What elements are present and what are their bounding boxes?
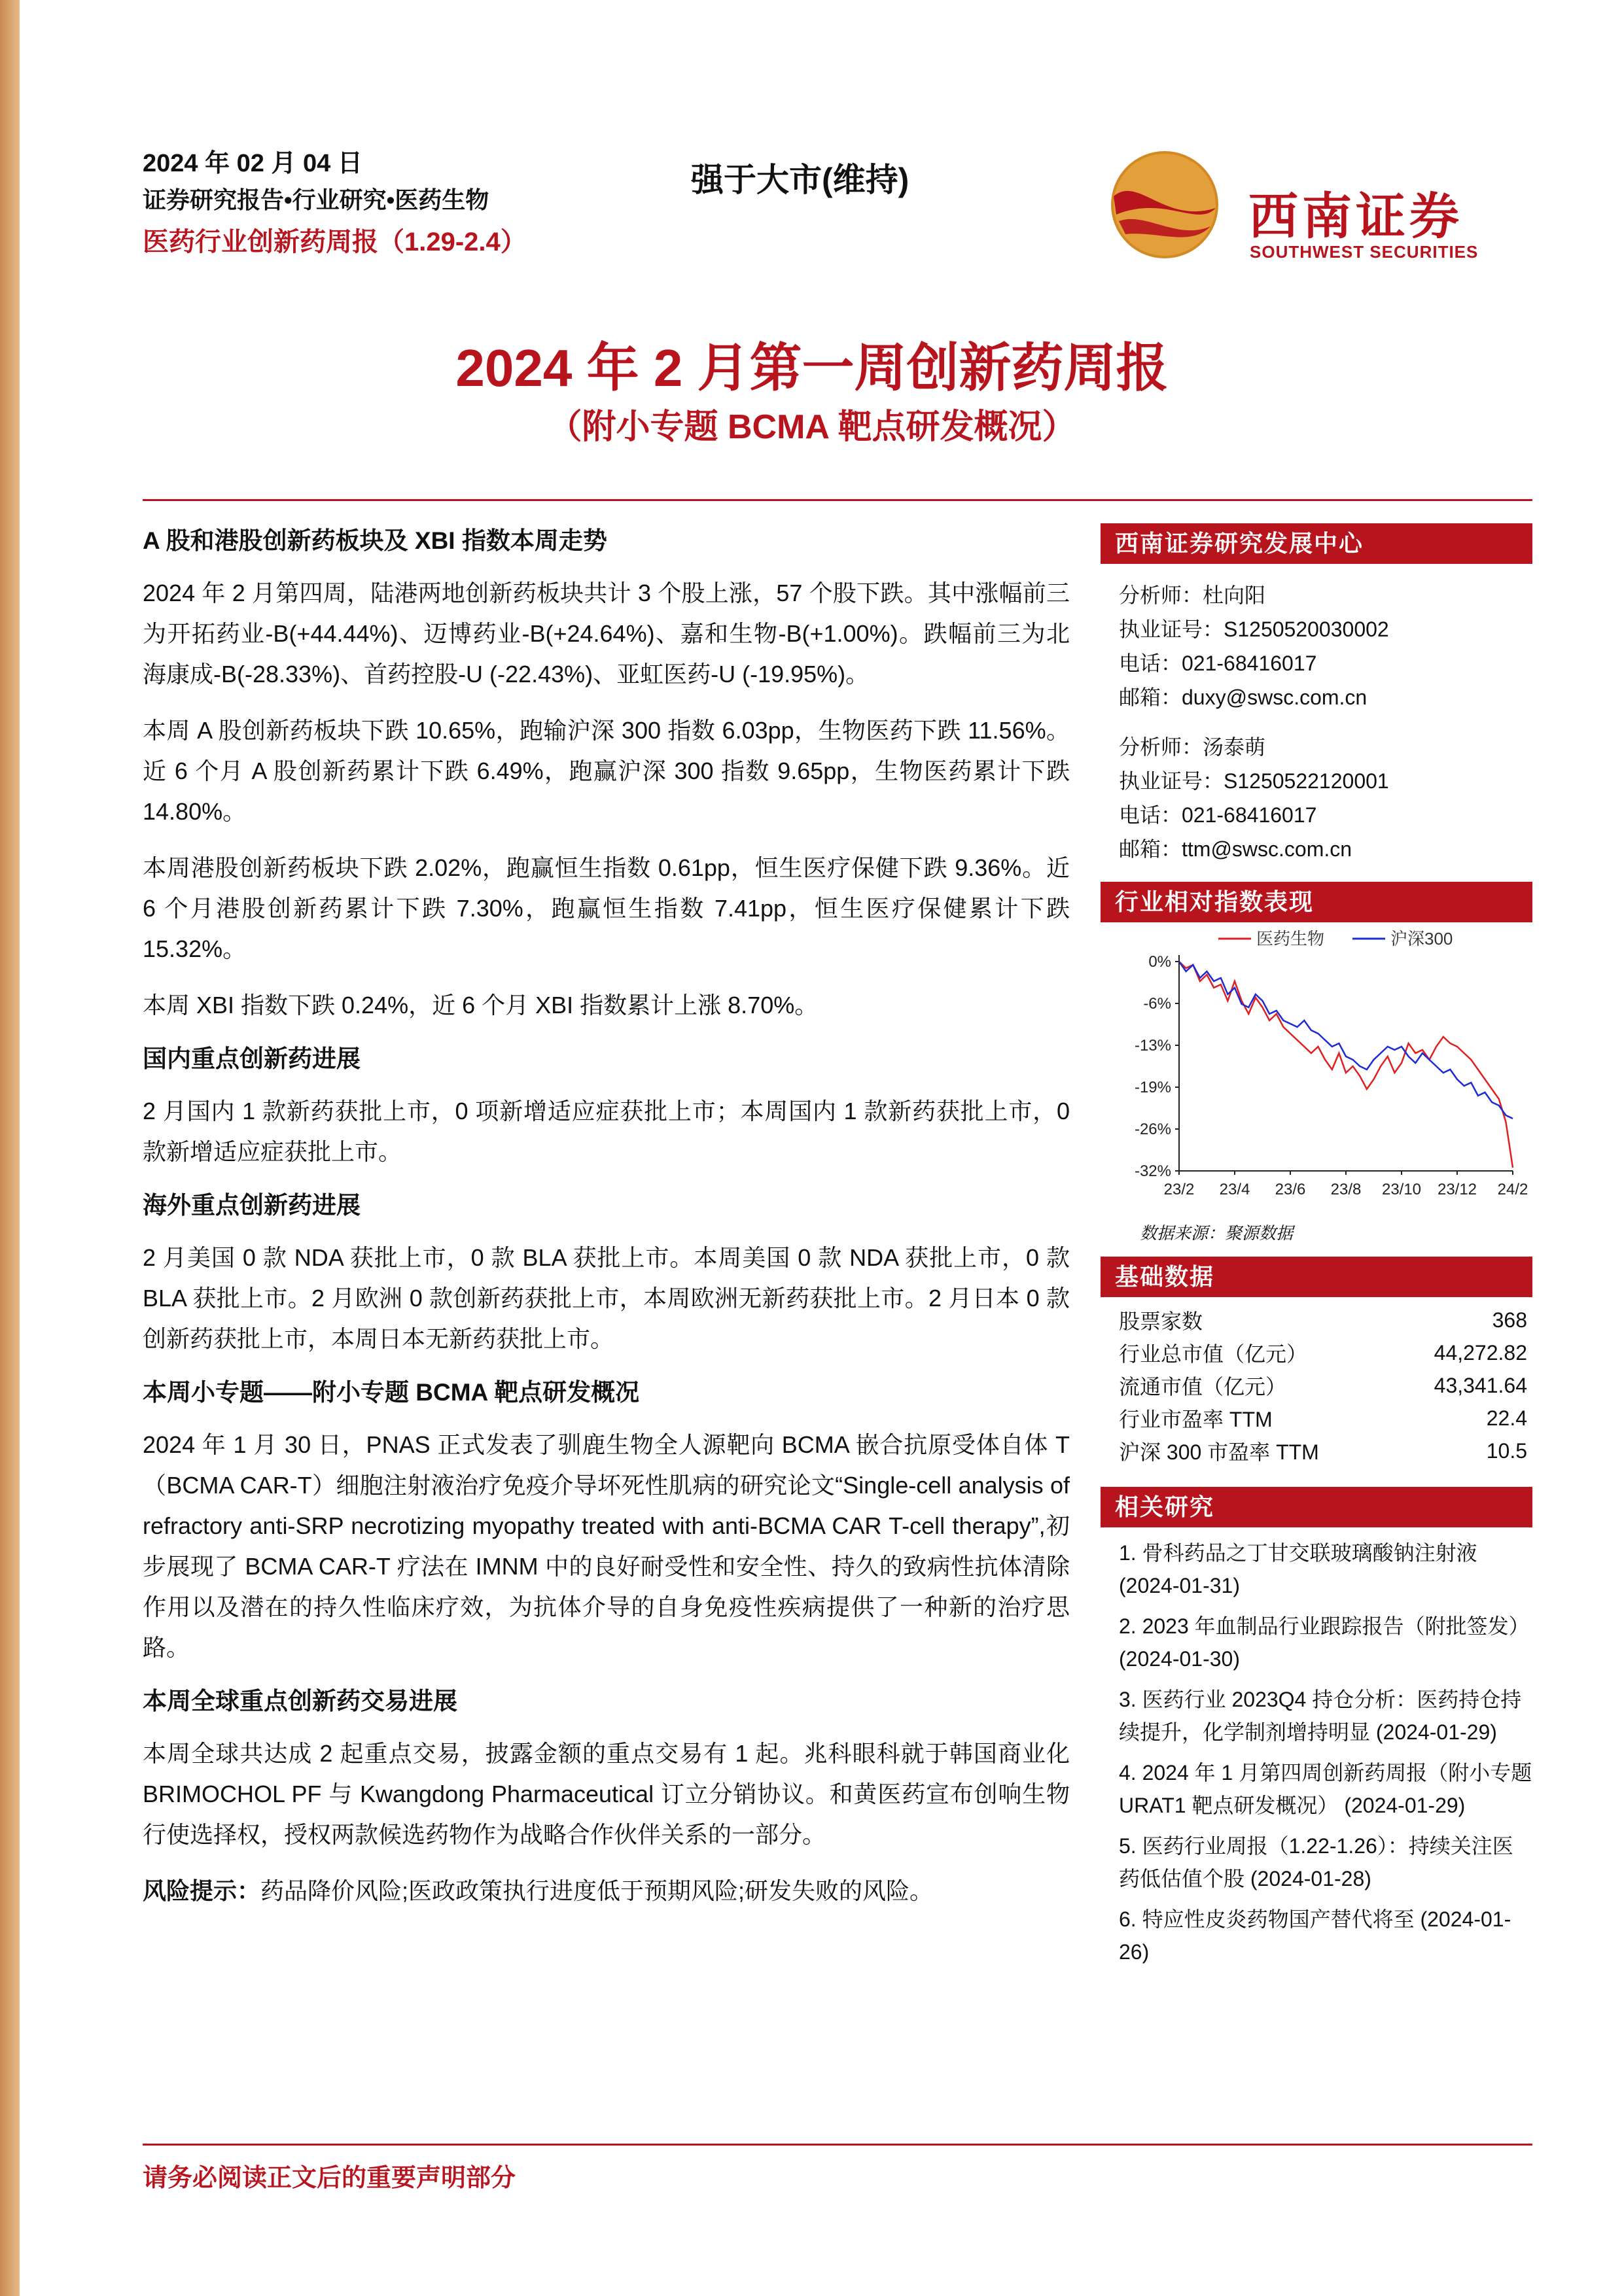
basic-data-table [1101, 1304, 1532, 1467]
logo-text-en: SOUTHWEST SECURITIES [1250, 242, 1479, 262]
section-market [143, 523, 1070, 1026]
analyst-cert: 执业证号：S1250520030002 [1119, 617, 1389, 641]
chart-header: 行业相对指数表现 [1101, 882, 1532, 922]
section-heading: A 股和港股创新药板块及 XBI 指数本周走势 [143, 527, 607, 554]
related-research-header: 相关研究 [1101, 1487, 1532, 1527]
paragraph: 本周港股创新药板块下跌 2.02%，跑赢恒生指数 0.61pp，恒生医疗保健下跌 9.36%。近 6 个月港股创新药累计下跌 7.30%，跑赢恒生指数 7.41pp，恒生医疗保健累计下跌 15.32%。 [143, 854, 1070, 962]
analyst-card [1101, 714, 1532, 882]
analyst-email[interactable]: 邮箱：ttm@swsc.com.cn [1119, 837, 1352, 861]
paragraph: 2 月美国 0 款 NDA 获批上市，0 款 BLA 获批上市。本周美国 0 款 NDA 获批上市，0 款 BLA 获批上市。2 月欧洲 0 款创新药获批上市，本周欧洲无新药获批上市。2 月日本 0 款创新药获批上市，本周日本无新药获批上市。 [143, 1244, 1070, 1352]
report-title: 2024 年 2 月第一周创新药周报 [455, 339, 1169, 397]
chart-source: 数据来源：聚源数据 [1140, 1223, 1294, 1243]
basic-label: 沪深 300 市盈率 TTM [1119, 1440, 1319, 1464]
section-topic [143, 1375, 1070, 1668]
x-tick-label: 23/8 [1330, 1181, 1362, 1198]
basic-label: 股票家数 [1119, 1310, 1203, 1333]
x-tick-label: 23/2 [1163, 1181, 1195, 1198]
research-item[interactable]: 1. 骨科药品之丁甘交联玻璃酸钠注射液 (2024-01-31) [1119, 1541, 1477, 1597]
research-center-header: 西南证券研究发展中心 [1101, 523, 1532, 564]
analyst-phone: 电话：021-68416017 [1119, 803, 1317, 827]
research-item[interactable]: 4. 2024 年 1 月第四周创新药周报（附小专题 URAT1 靶点研发概况） (2024-01-29) [1119, 1761, 1532, 1817]
research-item[interactable]: 2. 2023 年血制品行业跟踪报告（附批签发） (2024-01-30) [1119, 1614, 1530, 1671]
analyst-card [1101, 564, 1532, 714]
report-date: 2024 年 02 月 04 日 [143, 150, 362, 177]
basic-data-header: 基础数据 [1101, 1257, 1532, 1297]
risk-text: 药品降价风险;医政政策执行进度低于预期风险;研发失败的风险。 [260, 1877, 934, 1904]
analyst-phone: 电话：021-68416017 [1119, 652, 1317, 675]
section-domestic [143, 1041, 1070, 1172]
sidebar [1101, 523, 1532, 1976]
x-tick-label: 23/10 [1381, 1181, 1422, 1198]
basic-label: 行业总市值（亿元） [1119, 1342, 1308, 1366]
y-tick-label: -13% [1134, 1037, 1171, 1054]
section-heading: 本周小专题——附小专题 BCMA 靶点研发概况 [143, 1379, 640, 1406]
report-subtitle: （附小专题 BCMA 靶点研发概况） [548, 408, 1076, 446]
table-row [1101, 1369, 1532, 1402]
section-overseas [143, 1188, 1070, 1359]
legend-label-hs300: 沪深300 [1390, 929, 1453, 948]
analyst-name: 分析师：杜向阳 [1119, 583, 1266, 607]
basic-value: 10.5 [1486, 1438, 1527, 1463]
section-heading: 海外重点创新药进展 [143, 1192, 361, 1219]
research-item[interactable]: 6. 特应性皮炎药物国产替代将至 (2024-01-26) [1119, 1907, 1511, 1964]
basic-value: 44,272.82 [1434, 1340, 1527, 1365]
analyst-email[interactable]: 邮箱：duxy@swsc.com.cn [1119, 686, 1368, 709]
table-row [1101, 1402, 1532, 1435]
y-tick-label: -26% [1134, 1121, 1171, 1138]
x-tick-label: 23/4 [1219, 1181, 1250, 1198]
logo-emblem-icon [1106, 149, 1224, 260]
research-item[interactable]: 5. 医药行业周报（1.22-1.26）：持续关注医药低估值个股 (2024-01-28) [1119, 1834, 1513, 1890]
section-deals [143, 1684, 1070, 1855]
report-category: 证券研究报告•行业研究•医药生物 [143, 186, 489, 213]
paragraph: 2024 年 2 月第四周，陆港两地创新药板块共计 3 个股上涨，57 个股下跌。其中涨幅前三为开拓药业-B(+44.44%)、迈博药业-B(+24.64%)、嘉和生物-B(+1.00%)。跌幅前三为北海康成-B(-28.33%)、首药控股-U (-22.43%)、亚虹医药-U (-19.95%)。 [143, 580, 1070, 687]
risk-label: 风险提示： [143, 1877, 261, 1904]
table-row [1101, 1435, 1532, 1467]
table-row [1101, 1336, 1532, 1369]
series-line-hs300 [1179, 962, 1513, 1119]
basic-value: 368 [1492, 1308, 1527, 1332]
table-row [1101, 1304, 1532, 1336]
paragraph: 本周全球共达成 2 起重点交易，披露金额的重点交易有 1 起。兆科眼科就于韩国商业化 BRIMOCHOL PF 与 Kwangdong Pharmaceutical 订立分销协议。和黄医药宣布创响生物行使选择权，授权两款候选药物作为战略合作伙伴关系的一部分。 [143, 1740, 1070, 1848]
footer-note: 请务必阅读正文后的重要声明部分 [143, 2163, 516, 2192]
research-item[interactable]: 3. 医药行业 2023Q4 持仓分析：医药持仓持续提升，化学制剂增持明显 (2024-01-29) [1119, 1688, 1522, 1744]
paragraph: 本周 XBI 指数下跌 0.24%，近 6 个月 XBI 指数累计上涨 8.70%。 [143, 992, 819, 1018]
section-heading: 国内重点创新药进展 [143, 1045, 361, 1072]
report-series: 医药行业创新药周报（1.29-2.4） [143, 228, 527, 256]
basic-label: 流通市值（亿元） [1119, 1375, 1287, 1399]
y-tick-label: 0% [1148, 953, 1171, 971]
paragraph: 2024 年 1 月 30 日，PNAS 正式发表了驯鹿生物全人源靶向 BCMA 嵌合抗原受体自体 T（BCMA CAR-T）细胞注射液治疗免疫介导坏死性肌病的研究论文“Single-cell analysis of refractory anti-SRP necrotizing myopathy treated with anti-BCMA CAR T-cell therapy”,初步展现了 BCMA CAR-T 疗法在 IMNM 中的良好耐受性和安全性、持久的致病性抗体清除作用以及潜在的持久性临床疗效，为抗体介导的自身免疫性疾病提供了一种新的治疗思路。 [143, 1431, 1070, 1661]
legend-label-pharma: 医药生物 [1256, 929, 1325, 948]
paragraph: 本周 A 股创新药板块下跌 10.65%，跑输沪深 300 指数 6.03pp，生物医药下跌 11.56%。近 6 个月 A 股创新药累计下跌 6.49%，跑赢沪深 300 指数 9.65pp，生物医药累计下跌 14.80%。 [143, 717, 1070, 825]
paragraph: 2 月国内 1 款新药获批上市，0 项新增适应症获批上市；本周国内 1 款新药获批上市，0 款新增适应症获批上市。 [143, 1098, 1070, 1165]
basic-label: 行业市盈率 TTM [1119, 1408, 1273, 1431]
analyst-name: 分析师：汤泰萌 [1119, 735, 1266, 759]
y-tick-label: -6% [1143, 995, 1171, 1013]
logo-text-cn: 西南证券 [1248, 187, 1463, 245]
rating: 强于大市(维持) [691, 162, 909, 198]
risk-notice [143, 1871, 1070, 1911]
index-performance-chart [1101, 922, 1532, 1217]
y-tick-label: -19% [1134, 1079, 1171, 1096]
analyst-cert: 执业证号：S1250522120001 [1119, 769, 1389, 793]
footer-divider [143, 2144, 1532, 2146]
x-tick-label: 24/2 [1497, 1181, 1528, 1198]
main-column [143, 523, 1070, 1927]
basic-value: 43,341.64 [1434, 1373, 1527, 1397]
basic-value: 22.4 [1486, 1406, 1527, 1430]
x-tick-label: 23/12 [1437, 1181, 1477, 1198]
related-research-list [1101, 1527, 1532, 1968]
y-tick-label: -32% [1134, 1162, 1171, 1180]
header-divider [143, 499, 1532, 501]
x-tick-label: 23/6 [1275, 1181, 1306, 1198]
section-heading: 本周全球重点创新药交易进展 [143, 1688, 457, 1714]
